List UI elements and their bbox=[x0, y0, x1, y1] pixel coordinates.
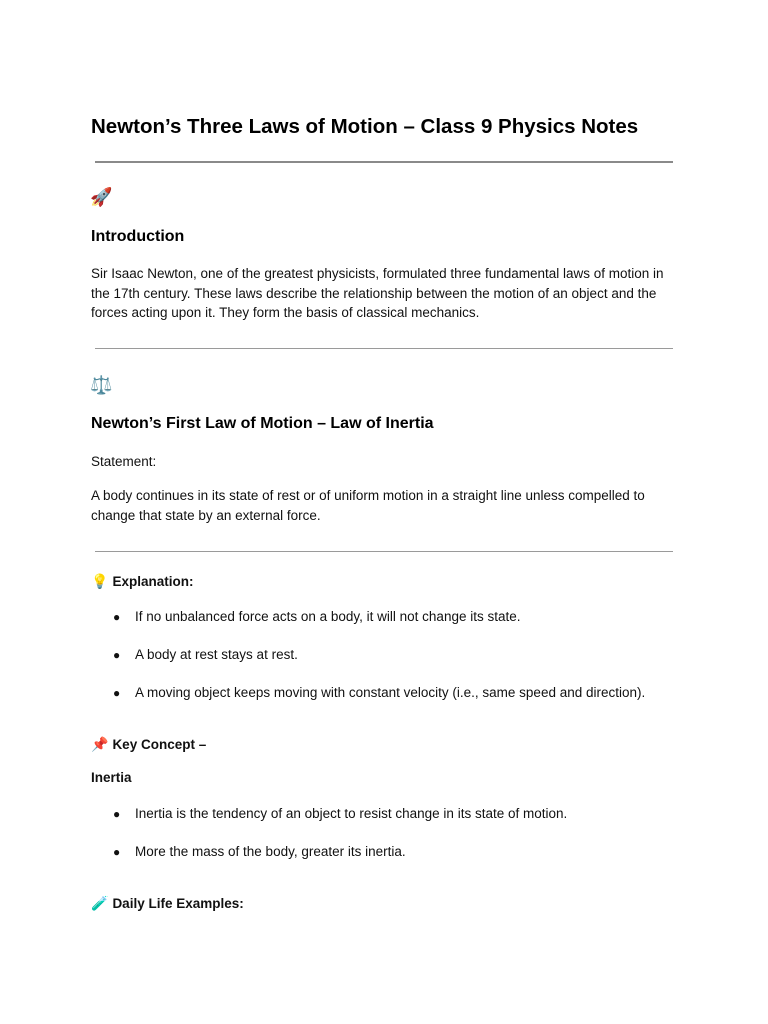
list-item: ● More the mass of the body, greater its inertia. bbox=[113, 842, 703, 862]
list-item: ● A moving object keeps moving with constant velocity (i.e., same speed and direction). bbox=[113, 683, 703, 703]
bullet-icon: ● bbox=[113, 648, 121, 662]
divider bbox=[95, 551, 673, 552]
pushpin-icon: 📌 bbox=[91, 736, 109, 752]
statement-text: A body continues in its state of rest or of uniform motion in a straight line unless compelled to change that state by an external force. bbox=[91, 488, 645, 523]
list-item: ● A body at rest stays at rest. bbox=[113, 645, 703, 665]
bullet-icon: ● bbox=[113, 807, 121, 821]
key-concept-term: Inertia bbox=[91, 770, 132, 785]
list-item: ● Inertia is the tendency of an object to resist change in its state of motion. bbox=[113, 804, 703, 824]
key-concept-heading bbox=[91, 736, 206, 753]
bullet-icon: ● bbox=[113, 610, 121, 624]
lightbulb-icon: 💡 bbox=[91, 573, 109, 589]
statement-label: Statement: bbox=[91, 454, 157, 469]
page-title: Newton’s Three Laws of Motion – Class 9 Physics Notes bbox=[91, 115, 639, 138]
explanation-heading bbox=[91, 573, 193, 590]
bullet-icon: ● bbox=[113, 686, 121, 700]
daily-life-heading bbox=[91, 895, 244, 912]
intro-paragraph: Sir Isaac Newton, one of the greatest physicists, formulated three fundamental laws of motion in the 17th century. These laws describe the relationship between the motion of an object and the forces acting upon it. They form the basis of classical mechanics. bbox=[91, 266, 664, 320]
divider bbox=[95, 348, 673, 349]
key-concept-label: Key Concept – bbox=[112, 737, 207, 752]
daily-life-label: Daily Life Examples: bbox=[112, 896, 244, 911]
rocket-icon: 🚀 bbox=[90, 187, 113, 207]
divider bbox=[95, 161, 673, 163]
balance-scale-icon: ⚖️ bbox=[90, 375, 113, 395]
bullet-icon: ● bbox=[113, 845, 121, 859]
list-item: ● If no unbalanced force acts on a body, it will not change its state. bbox=[113, 607, 703, 627]
test-tube-icon: 🧪 bbox=[91, 895, 109, 911]
explanation-label: Explanation: bbox=[112, 574, 194, 589]
section-heading-first-law: Newton’s First Law of Motion – Law of Inertia bbox=[91, 415, 434, 432]
section-heading-introduction: Introduction bbox=[91, 228, 185, 245]
